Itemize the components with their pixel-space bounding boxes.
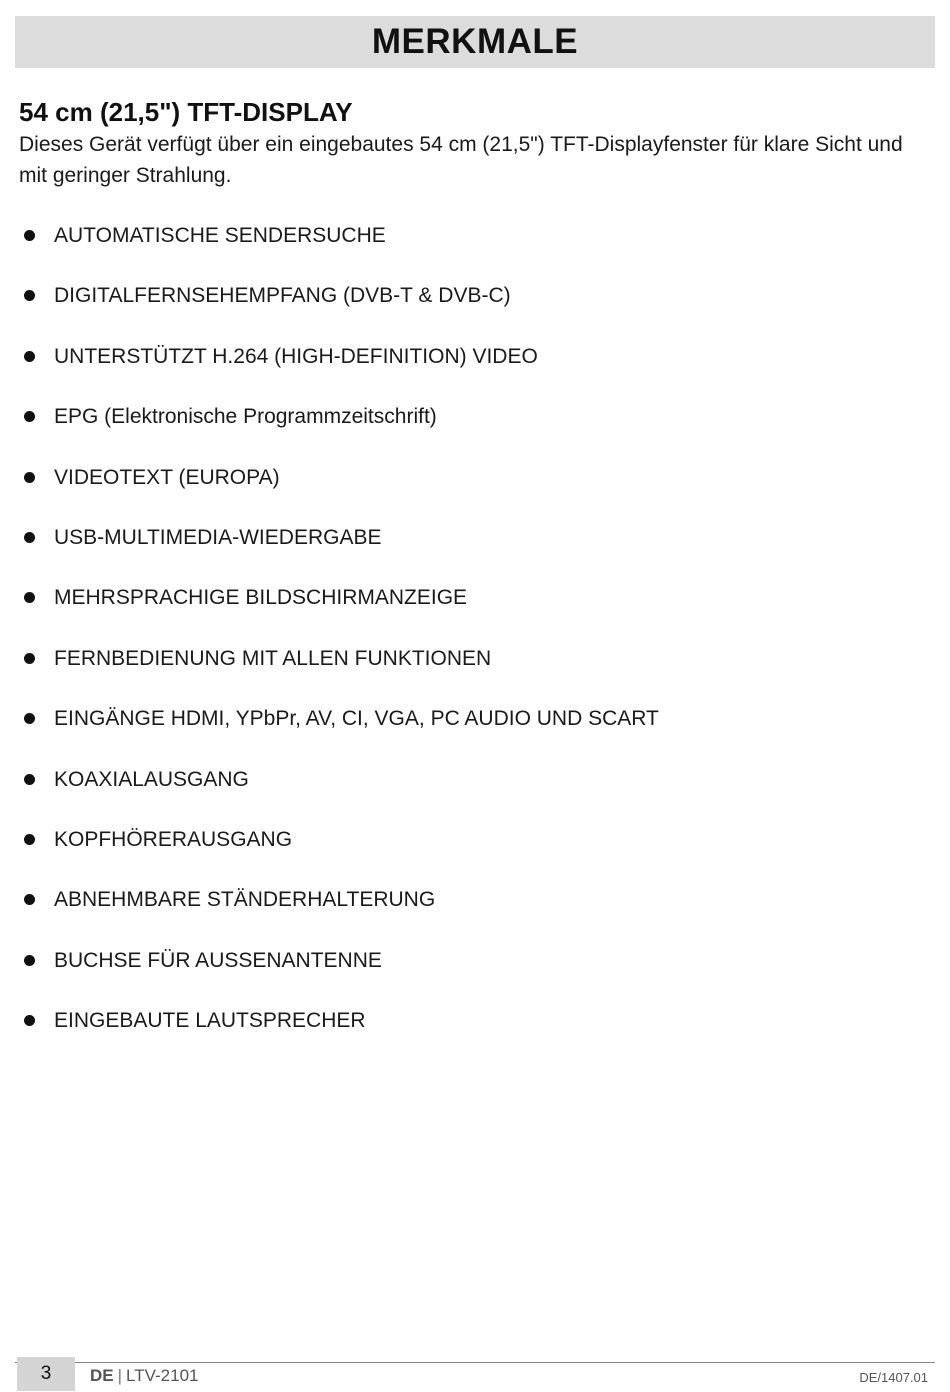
title-bar <box>15 16 935 68</box>
bullet-icon <box>24 894 35 905</box>
feature-text: MEHRSPRACHIGE BILDSCHIRMANZEIGE <box>54 586 468 610</box>
list-item <box>19 219 919 279</box>
footer-divider <box>15 1362 935 1363</box>
bullet-icon <box>24 351 35 362</box>
feature-text: KOAXIALAUSGANG <box>54 767 249 791</box>
list-item <box>19 340 919 400</box>
bullet-icon <box>24 713 35 724</box>
feature-text: AUTOMATISCHE SENDERSUCHE <box>54 224 386 247</box>
list-item <box>19 702 919 762</box>
bullet-icon <box>24 1015 35 1026</box>
feature-text: EINGEBAUTE LAUTSPRECHER <box>54 1009 366 1033</box>
list-item <box>19 1004 919 1064</box>
display-section <box>19 95 934 191</box>
list-item <box>19 279 919 339</box>
bullet-icon <box>24 290 35 301</box>
feature-text: EPG (Elektronische Programmzeitschrift) <box>54 405 437 429</box>
feature-text: ABNEHMBARE STÄNDERHALTERUNG <box>54 888 436 912</box>
feature-list <box>19 219 919 1064</box>
list-item <box>19 642 919 702</box>
section-description: Dieses Gerät verfügt über ein eingebautes 54 cm (21,5") TFT-Displayfenster für klare Sicht und mit geringer Strahlung. <box>19 133 903 187</box>
bullet-icon <box>24 532 35 543</box>
list-item <box>19 763 919 823</box>
list-item <box>19 883 919 943</box>
list-item <box>19 461 919 521</box>
feature-text: VIDEOTEXT (EUROPA) <box>54 465 280 489</box>
list-item <box>19 944 919 1004</box>
page-number: 3 <box>17 1357 75 1391</box>
bullet-icon <box>24 230 35 241</box>
footer-model-info <box>90 1366 199 1386</box>
bullet-icon <box>24 653 35 664</box>
bullet-icon <box>24 774 35 785</box>
section-heading: 54 cm (21,5") TFT-DISPLAY <box>19 97 353 127</box>
bullet-icon <box>24 834 35 845</box>
bullet-icon <box>24 411 35 422</box>
feature-text: EINGÄNGE HDMI, YPbPr, AV, CI, VGA, PC AUDIO UND SCART <box>54 707 659 731</box>
footer-model: LTV-2101 <box>126 1366 199 1385</box>
feature-text: UNTERSTÜTZT H.264 (HIGH-DEFINITION) VIDEO <box>54 344 538 368</box>
bullet-icon <box>24 472 35 483</box>
feature-text: FERNBEDIENUNG MIT ALLEN FUNKTIONEN <box>54 646 492 670</box>
footer-language: DE <box>90 1366 114 1385</box>
list-item <box>19 400 919 460</box>
list-item <box>19 521 919 581</box>
footer-doc-code: DE/1407.01 <box>859 1370 928 1385</box>
feature-text: BUCHSE FÜR AUSSENANTENNE <box>54 948 382 972</box>
bullet-icon <box>24 955 35 966</box>
feature-text: DIGITALFERNSEHEMPFANG (DVB-T & DVB-C) <box>54 284 511 308</box>
page-title: MERKMALE <box>371 22 579 61</box>
feature-text: KOPFHÖRERAUSGANG <box>54 827 293 851</box>
bullet-icon <box>24 592 35 603</box>
footer-separator: | <box>117 1366 123 1385</box>
list-item <box>19 581 919 641</box>
list-item <box>19 823 919 883</box>
feature-text: USB-MULTIMEDIA-WIEDERGABE <box>54 525 382 549</box>
